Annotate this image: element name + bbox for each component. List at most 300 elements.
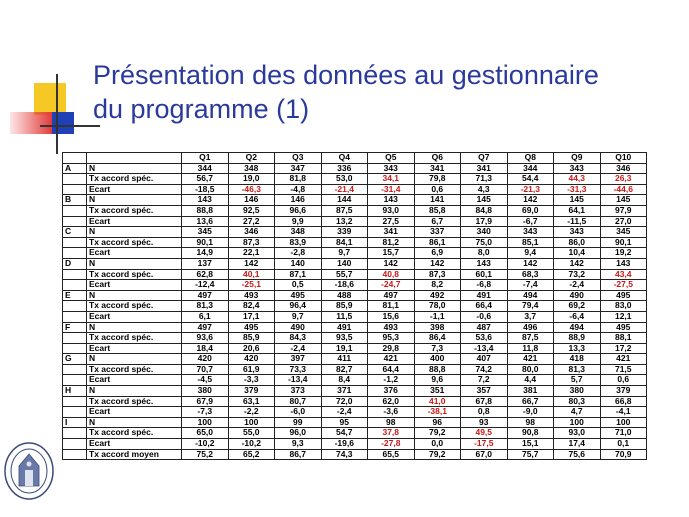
table-cell: 4,4 (507, 375, 554, 386)
table-cell: -10,2 (182, 439, 229, 450)
table-cell: 60,1 (461, 269, 508, 280)
table-cell: -19,6 (321, 439, 368, 450)
table-cell: 81,8 (275, 174, 322, 185)
table-row (63, 258, 647, 269)
table-cell: 65,2 (228, 449, 275, 460)
table-row (63, 174, 647, 185)
table-cell: 82,4 (228, 301, 275, 312)
group-label: A (63, 163, 87, 174)
table-cell: 66,7 (507, 396, 554, 407)
table-cell: 17,4 (554, 439, 601, 450)
row-label: N (87, 163, 182, 174)
table-cell: 95,3 (368, 333, 415, 344)
group-label (63, 407, 87, 418)
table-cell: 70,9 (600, 449, 647, 460)
table-cell: 15,7 (368, 248, 415, 259)
table-cell: 40,1 (228, 269, 275, 280)
table-cell: 17,1 (228, 311, 275, 322)
table-row (63, 322, 647, 333)
table-cell: 81,3 (554, 364, 601, 375)
table-cell: 407 (461, 354, 508, 365)
table-cell: -4,1 (600, 407, 647, 418)
table-cell: 83,0 (600, 301, 647, 312)
table-cell: 20,6 (228, 343, 275, 354)
table-cell: 490 (275, 322, 322, 333)
table-cell: 497 (182, 322, 229, 333)
table-row (63, 333, 647, 344)
table-cell: 496 (507, 322, 554, 333)
table-cell: 90,8 (507, 428, 554, 439)
table-cell: -13,4 (461, 343, 508, 354)
group-label: F (63, 322, 87, 333)
table-cell: -6,8 (461, 280, 508, 291)
table-cell: -25,1 (228, 280, 275, 291)
row-label: Ecart (87, 439, 182, 450)
table-cell: 83,9 (275, 237, 322, 248)
table-cell: 79,8 (414, 174, 461, 185)
table-cell: 75,2 (182, 449, 229, 460)
table-cell: 75,6 (554, 449, 601, 460)
table-cell: 8,2 (414, 280, 461, 291)
table-row (63, 449, 647, 460)
table-cell: -3,6 (368, 407, 415, 418)
table-cell: 9,7 (275, 311, 322, 322)
table-cell: 62,0 (368, 396, 415, 407)
table-cell: 4,3 (461, 184, 508, 195)
table-cell: 88,1 (600, 333, 647, 344)
table-cell: 82,7 (321, 364, 368, 375)
table-cell: 63,1 (228, 396, 275, 407)
table-cell: 348 (228, 163, 275, 174)
table-cell: 491 (461, 290, 508, 301)
table-cell: 97,9 (600, 205, 647, 216)
table-cell: -0,6 (461, 311, 508, 322)
table-cell: 493 (368, 322, 415, 333)
table-cell: 145 (461, 195, 508, 206)
table-cell: 344 (182, 163, 229, 174)
group-label: E (63, 290, 87, 301)
table-cell: 72,0 (321, 396, 368, 407)
column-header: Q6 (414, 153, 461, 164)
table-cell: 73,2 (554, 269, 601, 280)
table-cell: 381 (507, 386, 554, 397)
title-line-1: Présentation des données au gestionnaire (93, 60, 599, 90)
table-cell: 420 (182, 354, 229, 365)
table-cell: 75,0 (461, 237, 508, 248)
table-row (63, 227, 647, 238)
row-label: Tx accord spéc. (87, 364, 182, 375)
column-header: Q3 (275, 153, 322, 164)
group-label (63, 396, 87, 407)
table-cell: 81,2 (368, 237, 415, 248)
table-cell: 379 (228, 386, 275, 397)
table-cell: 53,0 (321, 174, 368, 185)
table-cell: 22,1 (228, 248, 275, 259)
table-row (63, 195, 647, 206)
group-label (63, 237, 87, 248)
column-header: Q2 (228, 153, 275, 164)
table-cell: 348 (275, 227, 322, 238)
row-label: Ecart (87, 216, 182, 227)
table-cell: -1,1 (414, 311, 461, 322)
table-cell: -4,8 (275, 184, 322, 195)
table-row (63, 280, 647, 291)
table-cell: 357 (461, 386, 508, 397)
table-cell: 146 (275, 195, 322, 206)
table-cell: 411 (321, 354, 368, 365)
table-cell: 85,8 (414, 205, 461, 216)
table-cell: -3,3 (228, 375, 275, 386)
table-row (63, 311, 647, 322)
table-cell: 343 (368, 163, 415, 174)
table-cell: -7,4 (507, 280, 554, 291)
group-label: B (63, 195, 87, 206)
table-cell: 49,5 (461, 428, 508, 439)
row-label: N (87, 417, 182, 428)
table-cell: 79,4 (507, 301, 554, 312)
table-cell: 421 (368, 354, 415, 365)
table-row (63, 290, 647, 301)
table-cell: 7,2 (461, 375, 508, 386)
table-cell: 55,0 (228, 428, 275, 439)
table-cell: 93,6 (182, 333, 229, 344)
group-label (63, 311, 87, 322)
decor-vertical-line (56, 74, 58, 154)
table-cell: 8,4 (321, 375, 368, 386)
table-cell: 495 (228, 322, 275, 333)
table-cell: 339 (321, 227, 368, 238)
group-label (63, 439, 87, 450)
table-cell: 54,4 (507, 174, 554, 185)
table-cell: 55,7 (321, 269, 368, 280)
table-cell: 497 (368, 290, 415, 301)
table-cell: 400 (414, 354, 461, 365)
table-cell: 93,0 (368, 205, 415, 216)
table-cell: 88,9 (554, 333, 601, 344)
table-cell: 142 (228, 258, 275, 269)
decor-yellow-square (34, 83, 66, 115)
table-row (63, 375, 647, 386)
table-row (63, 184, 647, 195)
table-cell: 27,5 (368, 216, 415, 227)
table-cell: 497 (182, 290, 229, 301)
table-cell: 67,8 (461, 396, 508, 407)
table-cell: 85,9 (228, 333, 275, 344)
table-cell: 90,1 (600, 237, 647, 248)
table-cell: 43,4 (600, 269, 647, 280)
table-cell: -2,4 (321, 407, 368, 418)
table-row (63, 301, 647, 312)
table-cell: 86,0 (554, 237, 601, 248)
table-cell: 142 (507, 258, 554, 269)
column-header: Q4 (321, 153, 368, 164)
table-cell: 9,4 (507, 248, 554, 259)
table-cell: 96 (414, 417, 461, 428)
table-cell: 34,1 (368, 174, 415, 185)
table-cell: 4,7 (554, 407, 601, 418)
table-cell: 0,0 (414, 439, 461, 450)
table-cell: 86,1 (414, 237, 461, 248)
table-cell: 344 (507, 163, 554, 174)
table-row (63, 248, 647, 259)
table-cell: 85,1 (507, 237, 554, 248)
table-cell: 19,1 (321, 343, 368, 354)
table-cell: 12,1 (600, 311, 647, 322)
data-table (62, 152, 647, 460)
row-label: Tx accord spéc. (87, 333, 182, 344)
table-cell: 29,8 (368, 343, 415, 354)
table-cell: -38,1 (414, 407, 461, 418)
table-cell: 495 (600, 290, 647, 301)
table-cell: 75,7 (507, 449, 554, 460)
row-label: Tx accord spéc. (87, 174, 182, 185)
table-row (63, 163, 647, 174)
table-cell: 144 (321, 195, 368, 206)
table-cell: 67,9 (182, 396, 229, 407)
row-label: Tx accord spéc. (87, 237, 182, 248)
table-cell: 37,8 (368, 428, 415, 439)
table-cell: 64,4 (368, 364, 415, 375)
table-cell: 495 (275, 290, 322, 301)
table-cell: 93,5 (321, 333, 368, 344)
table-cell: -2,4 (554, 280, 601, 291)
table-cell: 96,0 (275, 428, 322, 439)
table-row (63, 216, 647, 227)
table-cell: 495 (600, 322, 647, 333)
column-header-blank (63, 153, 87, 164)
table-cell: 93 (461, 417, 508, 428)
table-cell: 341 (414, 163, 461, 174)
table-cell: 68,3 (507, 269, 554, 280)
table-cell: -6,0 (275, 407, 322, 418)
table-cell: 5,7 (554, 375, 601, 386)
table-cell: 81,1 (368, 301, 415, 312)
table-header-row (63, 153, 647, 164)
table-cell: 98 (368, 417, 415, 428)
row-label: N (87, 354, 182, 365)
group-label (63, 205, 87, 216)
table-cell: 340 (461, 227, 508, 238)
table-cell: 493 (228, 290, 275, 301)
table-cell: 71,5 (600, 364, 647, 375)
table-cell: 347 (275, 163, 322, 174)
table-cell: 87,3 (414, 269, 461, 280)
table-cell: 491 (321, 322, 368, 333)
table-cell: -24,7 (368, 280, 415, 291)
table-row (63, 364, 647, 375)
table-row (63, 428, 647, 439)
table-cell: 0,6 (600, 375, 647, 386)
decor-red-square (10, 112, 52, 134)
column-header: Q7 (461, 153, 508, 164)
table-cell: 70,7 (182, 364, 229, 375)
table-cell: 67,0 (461, 449, 508, 460)
table-cell: 41,0 (414, 396, 461, 407)
table-cell: 14,9 (182, 248, 229, 259)
table-cell: 86,7 (275, 449, 322, 460)
table-cell: 79,2 (414, 428, 461, 439)
table-cell: 8,0 (461, 248, 508, 259)
table-cell: 100 (600, 417, 647, 428)
decor-horizontal-line (40, 125, 100, 127)
table-cell: 66,8 (600, 396, 647, 407)
table-cell: 142 (368, 258, 415, 269)
table-cell: 343 (507, 227, 554, 238)
row-label: N (87, 227, 182, 238)
table-cell: 88,8 (414, 364, 461, 375)
table-cell: 88,8 (182, 205, 229, 216)
table-cell: 143 (368, 195, 415, 206)
table-cell: 69,2 (554, 301, 601, 312)
table-cell: 0,6 (414, 184, 461, 195)
column-header-blank (87, 153, 182, 164)
table-cell: 346 (228, 227, 275, 238)
table-row (63, 343, 647, 354)
table-cell: 421 (600, 354, 647, 365)
table-cell: 100 (182, 417, 229, 428)
table-cell: 9,6 (414, 375, 461, 386)
group-label: H (63, 386, 87, 397)
table-cell: 380 (182, 386, 229, 397)
table-cell: 27,2 (228, 216, 275, 227)
row-label: Tx accord spéc. (87, 428, 182, 439)
table-cell: 84,3 (275, 333, 322, 344)
table-cell: 74,2 (461, 364, 508, 375)
table-cell: 81,3 (182, 301, 229, 312)
table-cell: -18,5 (182, 184, 229, 195)
table-cell: 341 (368, 227, 415, 238)
table-cell: -31,3 (554, 184, 601, 195)
table-cell: 17,2 (600, 343, 647, 354)
column-header: Q9 (554, 153, 601, 164)
table-cell: 87,3 (228, 237, 275, 248)
table-cell: 15,6 (368, 311, 415, 322)
table-cell: 74,3 (321, 449, 368, 460)
table-cell: 62,8 (182, 269, 229, 280)
table-cell: 13,3 (554, 343, 601, 354)
row-label: Tx accord spéc. (87, 205, 182, 216)
table-cell: 376 (368, 386, 415, 397)
table-cell: -44,6 (600, 184, 647, 195)
table-cell: 0,5 (275, 280, 322, 291)
table-cell: 84,1 (321, 237, 368, 248)
table-cell: 7,3 (414, 343, 461, 354)
group-label (63, 174, 87, 185)
table-cell: 61,9 (228, 364, 275, 375)
table-cell: 337 (414, 227, 461, 238)
row-label: Ecart (87, 280, 182, 291)
table-cell: 343 (554, 163, 601, 174)
table-cell: 398 (414, 322, 461, 333)
table-cell: -27,5 (600, 280, 647, 291)
table-cell: -12,4 (182, 280, 229, 291)
row-label: Ecart (87, 311, 182, 322)
table-cell: 93,0 (554, 428, 601, 439)
table-cell: 27,0 (600, 216, 647, 227)
row-label: N (87, 386, 182, 397)
table-cell: 92,5 (228, 205, 275, 216)
title-line-2: du programme (1) (93, 94, 310, 124)
table-cell: -13,4 (275, 375, 322, 386)
table-cell: 6,7 (414, 216, 461, 227)
table-cell: 380 (554, 386, 601, 397)
table-cell: 373 (275, 386, 322, 397)
group-label (63, 301, 87, 312)
table-cell: 96,4 (275, 301, 322, 312)
row-label: Tx accord moyen (87, 449, 182, 460)
table-cell: 6,9 (414, 248, 461, 259)
table-cell: -2,4 (275, 343, 322, 354)
table-row (63, 269, 647, 280)
table-cell: -46,3 (228, 184, 275, 195)
table-cell: 9,9 (275, 216, 322, 227)
table-cell: -9,0 (507, 407, 554, 418)
table-cell: 379 (600, 386, 647, 397)
table-row (63, 417, 647, 428)
table-cell: 343 (554, 227, 601, 238)
row-label: N (87, 258, 182, 269)
table-cell: 10,4 (554, 248, 601, 259)
table-cell: 141 (414, 195, 461, 206)
table-cell: 78,0 (414, 301, 461, 312)
table-cell: 80,0 (507, 364, 554, 375)
table-cell: 9,3 (275, 439, 322, 450)
table-cell: 71,0 (600, 428, 647, 439)
table-cell: -27,8 (368, 439, 415, 450)
table-cell: 96,6 (275, 205, 322, 216)
table-cell: 6,1 (182, 311, 229, 322)
table-row (63, 237, 647, 248)
table-cell: 421 (507, 354, 554, 365)
table-cell: -10,2 (228, 439, 275, 450)
table-cell: -2,2 (228, 407, 275, 418)
column-header: Q10 (600, 153, 647, 164)
table-cell: 54,7 (321, 428, 368, 439)
table-cell: 143 (182, 195, 229, 206)
table-cell: 18,4 (182, 343, 229, 354)
table-cell: -11,5 (554, 216, 601, 227)
group-label (63, 333, 87, 344)
table-cell: 26,3 (600, 174, 647, 185)
table-cell: 11,5 (321, 311, 368, 322)
table-cell: 142 (414, 258, 461, 269)
table-cell: 140 (321, 258, 368, 269)
table-cell: 145 (554, 195, 601, 206)
table-cell: -4,5 (182, 375, 229, 386)
group-label (63, 375, 87, 386)
table-cell: 146 (228, 195, 275, 206)
table-cell: 87,1 (275, 269, 322, 280)
group-label: D (63, 258, 87, 269)
table-cell: 351 (414, 386, 461, 397)
table-cell: 494 (554, 322, 601, 333)
table-cell: 15,1 (507, 439, 554, 450)
table-cell: 137 (182, 258, 229, 269)
table-cell: 488 (321, 290, 368, 301)
row-label: Ecart (87, 248, 182, 259)
row-label: Ecart (87, 343, 182, 354)
table-row (63, 205, 647, 216)
column-header: Q1 (182, 153, 229, 164)
table-cell: 143 (461, 258, 508, 269)
table-cell: 80,3 (554, 396, 601, 407)
table-cell: 95 (321, 417, 368, 428)
group-label: I (63, 417, 87, 428)
table-cell: 100 (228, 417, 275, 428)
row-label: Ecart (87, 375, 182, 386)
table-cell: -31,4 (368, 184, 415, 195)
table-cell: 142 (554, 258, 601, 269)
